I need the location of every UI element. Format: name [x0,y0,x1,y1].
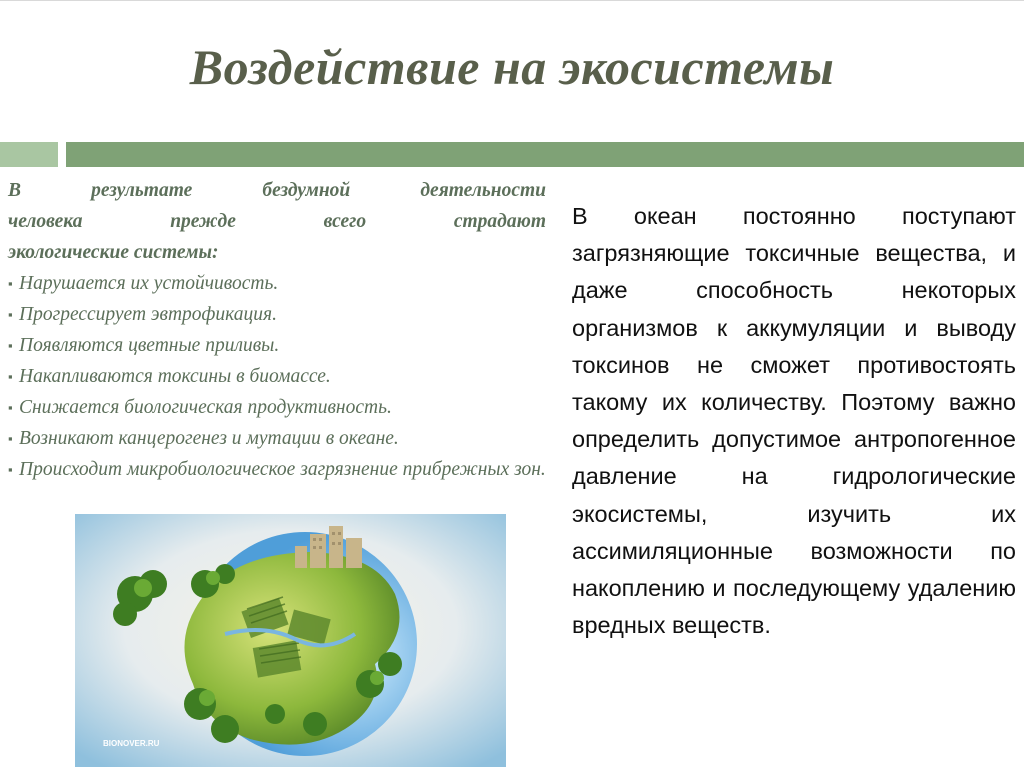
slide-title: Воздействие на экосистемы [189,39,835,95]
eco-planet-illustration [75,514,506,767]
list-item [8,423,546,454]
intro-line: человека прежде всего страдают [8,211,546,232]
accent-band-small [0,142,58,167]
list-item [8,268,546,299]
list-item [8,330,546,361]
list-item [8,392,546,423]
bullet-marker: ▪ [8,307,13,322]
intro-text [8,175,546,268]
bullet-marker: ▪ [8,276,13,291]
eco-planet-image [75,514,506,767]
bullet-marker: ▪ [8,338,13,353]
effects-list [8,268,546,485]
left-text-block [8,175,546,485]
list-item-text: Возникают канцерогенез и мутации в океане. [19,428,399,449]
intro-line: В результате бездумной деятельности [8,180,546,201]
list-item-text: Появляются цветные приливы. [19,335,280,356]
list-item [8,361,546,392]
list-item-text: Накапливаются токсины в биомассе. [19,366,331,387]
list-item-text: Снижается биологическая продуктивность. [19,397,392,418]
list-item-text: Происходит микробиологическое загрязнение прибрежных зон. [19,459,546,480]
bullet-marker: ▪ [8,369,13,384]
top-border [0,0,1024,1]
list-item [8,454,546,485]
bullet-marker: ▪ [8,462,13,477]
bullet-marker: ▪ [8,400,13,415]
list-item-text: Прогрессирует эвтрофикация. [19,304,277,325]
list-item-text: Нарушается их устойчивость. [19,273,279,294]
bullet-marker: ▪ [8,431,13,446]
image-watermark: BIONOVER.RU [103,739,160,748]
main-paragraph: В океан постоянно поступают загрязняющие токсичные вещества, и даже способность некоторых организмов к аккумуляции и выводу токсинов не сможет противостоять такому их количеству. Поэтому важно определить допустимое антропогенное давление на гидрологические экосистемы, изучить их ассимиляционные возможности по накоплению и последующему удалению вредных веществ. [572,203,1016,639]
list-item [8,299,546,330]
accent-band [66,142,1024,167]
intro-line: экологические системы: [8,242,219,263]
